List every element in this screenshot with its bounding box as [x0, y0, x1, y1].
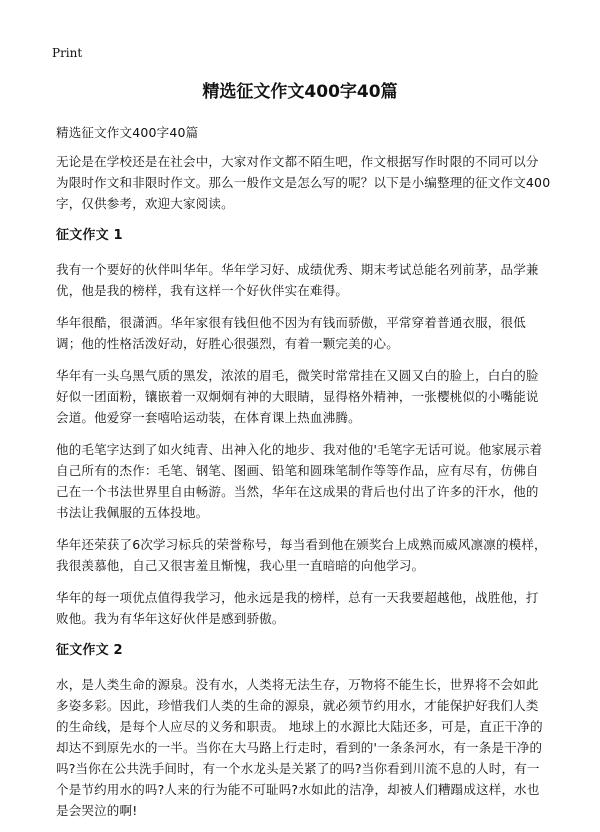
intro-paragraph: 无论是在学校还是在社会中，大家对作文都不陌生吧，作文根据写作时限的不同可以分为限时作文和非限时作文。那么一般作文是怎么写的呢？以下是小编整理的征文作文400字，仅供参考，欢迎大家阅读。: [56, 154, 551, 211]
article-subtitle: 精选征文作文400字40篇: [56, 125, 199, 140]
section-1-paragraph-4: 他的毛笔字达到了如火纯青、出神入化的地步、我对他的'毛笔字无话可说。他家展示着自己所有的杰作：毛笔、钢笔、图画、铅笔和圆珠笔制作等等作品，应有尽有，仿佛自己在一个书法世界里自由畅游。当然，华年在这成果的背后也付出了许多的汗水，他的书法让我佩服的五体投地。: [56, 442, 543, 520]
section-2-paragraph-1: 水，是人类生命的源泉。没有水，人类将无法生存，万物将不能生长，世界将不会如此多姿多彩。因此，珍惜我们人类的生命的源泉，就必须节约用水，才能保护好我们人类的生命线，是每个人应尽的义务和职责。 地球上的水源比大陆还多，可是，直正干净的却达不到原先水的一半。当你在大马路上行走时，看到的'一条条河水，有一条是干净的吗?当你在公共洗手间时，有一个水龙头是关紧了的吗?当你看到川流不息的人时，有一个是节约用水的吗?人来的行为能不可耻吗?水如此的洁净，却被人们糟蹋成这样，水也是会哭泣的啊!: [56, 677, 543, 818]
page-title: 精选征文作文400字40篇: [202, 82, 398, 102]
section-1-paragraph-2: 华年很酷，很潇洒。华年家很有钱但他不因为有钱而骄傲，平常穿着普通衣服，很低调；他的性格活泼好动，好胜心很强烈，有着一颗完美的心。: [56, 315, 526, 351]
section-1-paragraph-3: 华年有一头乌黑气质的黑发，浓浓的眉毛，微笑时常常挂在又圆又白的脸上，白白的脸好似一团面粉，镶嵌着一双炯炯有神的大眼睛，显得格外精神，一张樱桃似的小嘴能说会道。他爱穿一套嘻哈运动装，在体育课上热血沸腾。: [56, 368, 539, 425]
section-1-paragraph-1: 我有一个要好的伙伴叫华年。华年学习好、成绩优秀、期末考试总能名列前茅，品学兼优，他是我的榜样，我有这样一个好伙伴实在难得。: [56, 262, 539, 298]
section-1-paragraph-5: 华年还荣获了6次学习标兵的荣誉称号，每当看到他在颁奖台上成熟而威风凛凛的模样，我很羡慕他，自己又很害羞且惭愧，我心里一直暗暗的向他学习。: [56, 537, 547, 573]
article-body: [56, 122, 551, 832]
section-heading-2: 征文作文 2: [56, 643, 123, 658]
section-heading-1: 征文作文 1: [56, 228, 123, 243]
section-1-paragraph-6: 华年的每一项优点值得我学习，他永远是我的榜样，总有一天我要超越他，战胜他，打败他。我为有华年这好伙伴是感到骄傲。: [56, 590, 539, 626]
print-link[interactable]: Print: [52, 46, 83, 60]
